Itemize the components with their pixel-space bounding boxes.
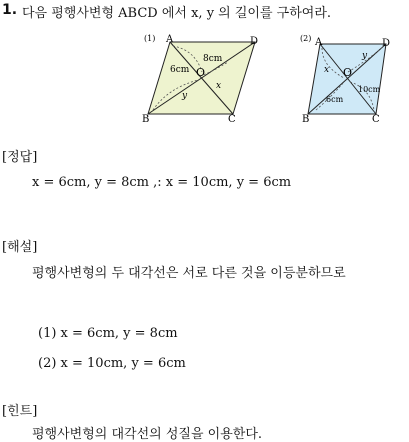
question-number: 1.: [2, 2, 18, 18]
label-10cm-2: 10cm: [358, 85, 381, 94]
vertex-a-1: A: [166, 34, 174, 45]
figure-1-label: (1): [144, 34, 156, 43]
vertex-d-1: D: [250, 36, 259, 47]
vertex-c-1: C: [228, 114, 236, 124]
explanation-item-2: (2) x = 10cm, y = 6cm: [38, 356, 186, 371]
explanation-heading: [해설]: [2, 240, 38, 255]
parallelogram-figure-2: [298, 32, 398, 124]
label-8cm-1: 8cm: [203, 54, 223, 64]
label-x-1: x: [216, 81, 222, 91]
hint-text: 평행사변형의 대각선의 성질을 이용한다.: [32, 427, 263, 442]
vertex-o-2: O: [343, 66, 353, 79]
vertex-b-2: B: [302, 114, 310, 124]
parallelogram-figure-1: [140, 32, 265, 124]
vertex-b-1: B: [142, 114, 150, 124]
label-y-1: y: [182, 91, 188, 101]
label-y-2: y: [362, 51, 368, 61]
label-x-2: x: [324, 65, 330, 75]
vertex-d-2: D: [382, 38, 391, 49]
vertex-c-2: C: [372, 114, 380, 124]
vertex-o-1: O: [196, 66, 206, 79]
question-text: 다음 평행사변형 ABCD 에서 x, y 의 길이를 구하여라.: [22, 6, 332, 21]
answer-text: x = 6cm, y = 8cm ,: x = 10cm, y = 6cm: [32, 175, 292, 190]
vertex-a-2: A: [315, 37, 323, 48]
answer-heading: [정답]: [2, 150, 38, 165]
explanation-item-1: (1) x = 6cm, y = 8cm: [38, 326, 178, 341]
figure-2-label: (2): [300, 34, 312, 43]
label-6cm-2: 6cm: [326, 95, 344, 104]
hint-heading: [힌트]: [2, 404, 38, 419]
explanation-text: 평행사변형의 두 대각선은 서로 다른 것을 이등분하므로: [32, 266, 346, 281]
label-6cm-1: 6cm: [170, 65, 190, 75]
